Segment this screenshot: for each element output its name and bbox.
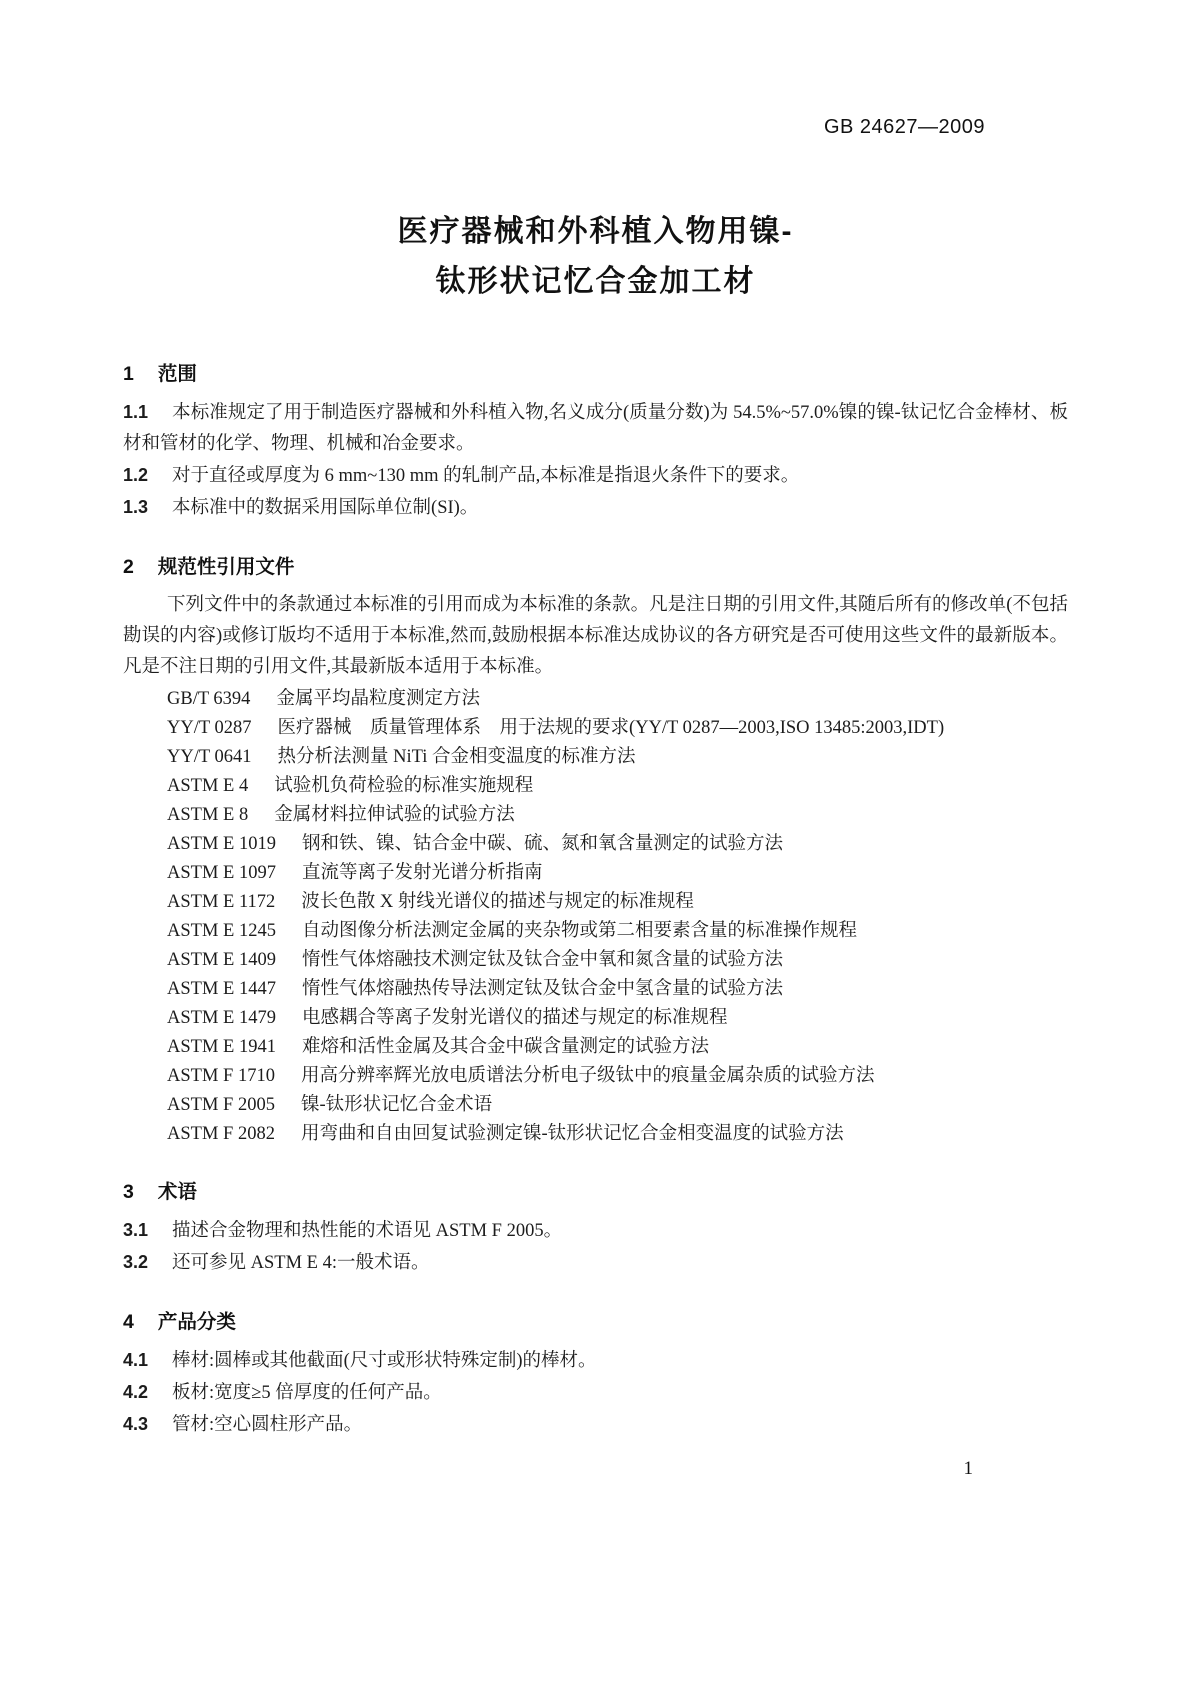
reference-item [123,975,1068,1004]
section-number: 3 [123,1181,134,1203]
clause-3-2 [123,1247,1068,1279]
reference-item [123,1091,1068,1120]
reference-code: ASTM E 1019 [167,834,276,854]
reference-code: ASTM E 1479 [167,1008,276,1028]
clause-text: 管材:空心圆柱形产品。 [172,1415,363,1435]
section-title: 规范性引用文件 [157,556,295,578]
reference-item [123,946,1068,975]
reference-title: 镍-钛形状记忆合金术语 [300,1095,493,1115]
reference-code: ASTM F 1710 [167,1066,275,1086]
clause-number: 1.1 [123,402,149,422]
reference-code: ASTM E 1097 [167,863,276,883]
reference-title: 用弯曲和自由回复试验测定镍-钛形状记忆合金相变温度的试验方法 [300,1124,844,1144]
reference-item [123,859,1068,888]
page-number: 1 [963,1458,973,1479]
section-number: 4 [123,1311,134,1333]
clause-number: 3.1 [123,1220,149,1240]
reference-code: ASTM F 2082 [167,1124,275,1144]
reference-item [123,888,1068,917]
clause-number: 4.1 [123,1350,149,1370]
references-intro-paragraph: 下列文件中的条款通过本标准的引用而成为本标准的条款。凡是注日期的引用文件,其随后所有的修改单(不包括勘误的内容)或修订版均不适用于本标准,然而,鼓励根据本标准达成协议的各方研究是否可使用这些文件的最新版本。凡是不注日期的引用文件,其最新版本适用于本标准。 [123,595,1068,677]
clause-number: 4.3 [123,1414,149,1434]
reference-item [123,917,1068,946]
section-title: 术语 [157,1181,197,1203]
clause-text: 本标准中的数据采用国际单位制(SI)。 [172,498,479,518]
reference-code: YY/T 0287 [167,718,252,738]
reference-code: ASTM F 2005 [167,1095,275,1115]
reference-title: 医疗器械 质量管理体系 用于法规的要求(YY/T 0287—2003,ISO 13485:2003,IDT) [277,718,945,738]
reference-title: 电感耦合等离子发射光谱仪的描述与规定的标准规程 [301,1008,728,1028]
clause-1-3 [123,492,1068,524]
reference-code: ASTM E 1409 [167,950,276,970]
clause-number: 1.3 [123,497,149,517]
clause-1-1 [123,397,1068,460]
clause-text: 本标准规定了用于制造医疗器械和外科植入物,名义成分(质量分数)为 54.5%~57.0%镍的镍-钛记忆合金棒材、板材和管材的化学、物理、机械和冶金要求。 [123,403,1068,454]
clause-text: 板材:宽度≥5 倍厚度的任何产品。 [172,1383,442,1403]
reference-code: ASTM E 4 [167,776,249,796]
reference-title: 惰性气体熔融热传导法测定钛及钛合金中氢含量的试验方法 [301,979,783,999]
section-heading-terms [123,1179,1068,1205]
clause-text: 棒材:圆棒或其他截面(尺寸或形状特殊定制)的棒材。 [172,1351,597,1371]
clause-4-3 [123,1409,1068,1441]
reference-title: 直流等离子发射光谱分析指南 [301,863,543,883]
reference-item [123,830,1068,859]
reference-title: 钢和铁、镍、钴合金中碳、硫、氮和氧含量测定的试验方法 [301,834,783,854]
reference-title: 金属平均晶粒度测定方法 [276,689,480,709]
clause-4-1 [123,1345,1068,1377]
section-number: 2 [123,556,134,578]
reference-code: YY/T 0641 [167,747,252,767]
reference-code: ASTM E 1245 [167,921,276,941]
reference-item [123,1062,1068,1091]
document-title [123,207,1068,307]
reference-title: 自动图像分析法测定金属的夹杂物或第二相要素含量的标准操作规程 [301,921,857,941]
clause-number: 1.2 [123,465,149,485]
section-heading-references [123,554,1068,580]
clause-4-2 [123,1377,1068,1409]
document-title-line-1: 医疗器械和外科植入物用镍- [397,215,794,248]
reference-title: 用高分辨率辉光放电质谱法分析电子级钛中的痕量金属杂质的试验方法 [300,1066,875,1086]
clause-text: 还可参见 ASTM E 4:一般术语。 [172,1253,430,1273]
document-title-line-2: 钛形状记忆合金加工材 [435,265,756,298]
reference-item [123,1120,1068,1149]
reference-code: ASTM E 1447 [167,979,276,999]
doc-number: GB 24627—2009 [823,116,985,138]
section-heading-classification [123,1309,1068,1335]
clause-number: 3.2 [123,1252,149,1272]
section-number: 1 [123,363,134,385]
section-title: 范围 [157,363,197,385]
reference-title: 难熔和活性金属及其合金中碳含量测定的试验方法 [301,1037,709,1057]
reference-item [123,772,1068,801]
clause-number: 4.2 [123,1382,149,1402]
reference-code: ASTM E 1941 [167,1037,276,1057]
reference-title: 惰性气体熔融技术测定钛及钛合金中氧和氮含量的试验方法 [301,950,783,970]
clause-text: 描述合金物理和热性能的术语见 ASTM F 2005。 [172,1221,563,1241]
reference-item [123,743,1068,772]
section-title: 产品分类 [157,1311,236,1333]
clause-1-2 [123,460,1068,492]
reference-code: ASTM E 1172 [167,892,276,912]
reference-code: GB/T 6394 [167,689,251,709]
reference-item [123,1033,1068,1062]
reference-title: 金属材料拉伸试验的试验方法 [274,805,515,825]
clause-3-1 [123,1215,1068,1247]
reference-title: 试验机负荷检验的标准实施规程 [274,776,534,796]
reference-item [123,801,1068,830]
reference-code: ASTM E 8 [167,805,249,825]
reference-item [123,714,1068,743]
reference-title: 热分析法测量 NiTi 合金相变温度的标准方法 [277,747,636,767]
reference-item [123,685,1068,714]
reference-item [123,1004,1068,1033]
clause-text: 对于直径或厚度为 6 mm~130 mm 的轧制产品,本标准是指退火条件下的要求。 [172,466,800,486]
reference-title: 波长色散 X 射线光谱仪的描述与规定的标准规程 [301,892,694,912]
section-heading-scope [123,361,1068,387]
